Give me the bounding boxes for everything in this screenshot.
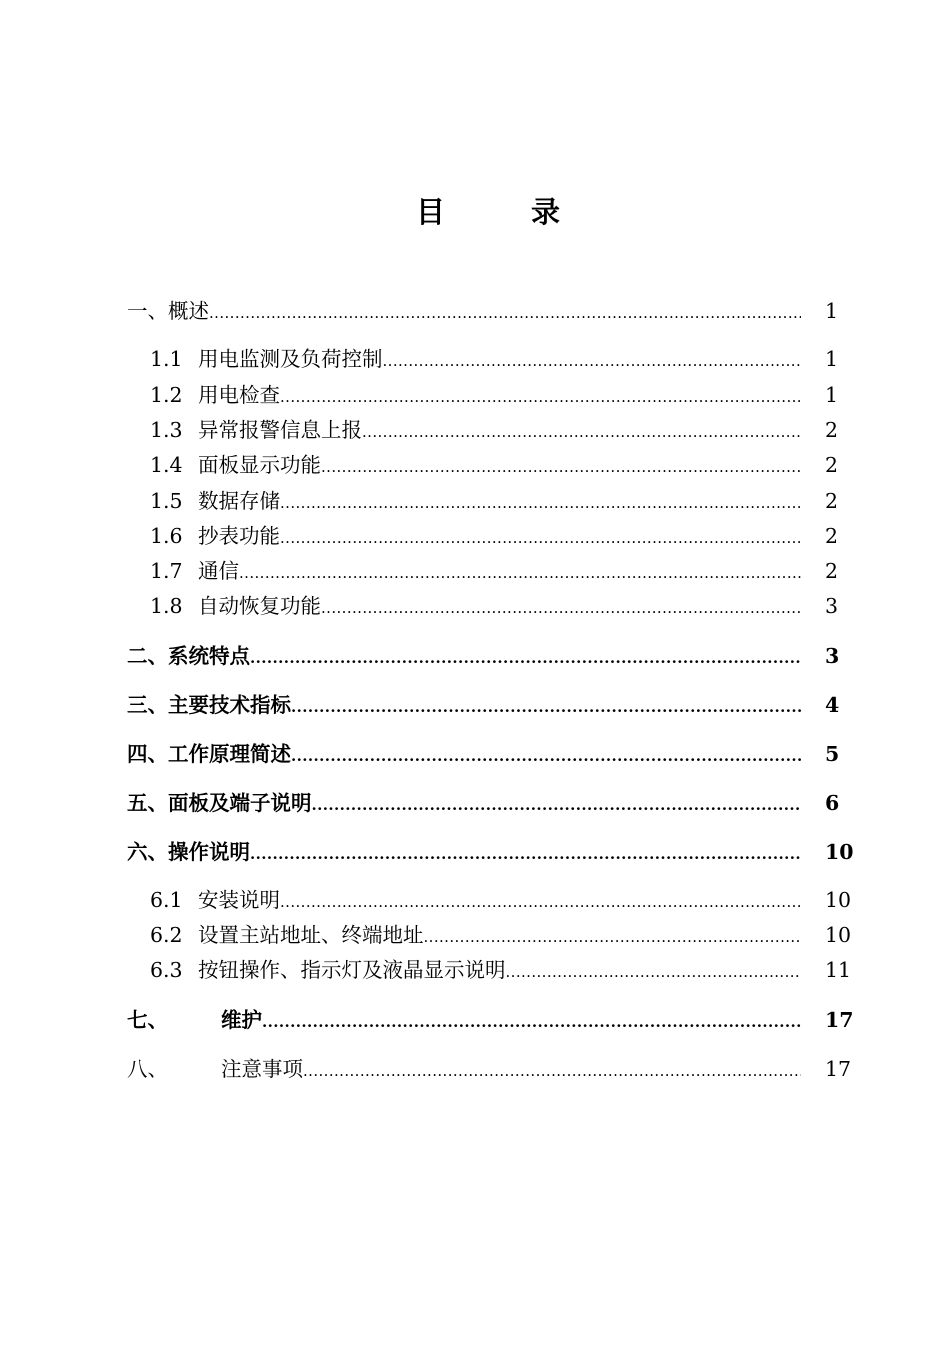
toc-title-char-1: 目 — [415, 195, 445, 229]
toc-entry-prefix: 五、 — [127, 791, 168, 815]
toc-entry-2[interactable] — [127, 641, 865, 671]
toc-leader-dots — [321, 593, 801, 623]
toc-entry-6-1[interactable] — [150, 885, 865, 915]
toc-entry-page: 6 — [825, 791, 840, 815]
toc-entry-number: 1.3 — [150, 418, 183, 442]
toc-entry-number: 1.1 — [150, 347, 183, 371]
toc-entry-page: 1 — [825, 347, 839, 371]
toc-entry-number: 1.2 — [150, 383, 183, 407]
toc-leader-dots — [280, 488, 801, 518]
toc-entry-1-7[interactable] — [150, 556, 865, 586]
toc-leader-dots — [291, 692, 801, 722]
toc-entry-page: 2 — [825, 559, 839, 583]
toc-leader-dots — [383, 346, 802, 376]
toc-leader-dots — [362, 417, 801, 447]
toc-entry-page: 3 — [825, 644, 840, 668]
toc-entry-label: 面板及端子说明 — [168, 791, 312, 815]
toc-entry-number: 1.4 — [150, 453, 183, 477]
toc-entry-label: 面板显示功能 — [198, 453, 321, 477]
toc-entry-page: 3 — [825, 594, 839, 618]
toc-leader-dots — [262, 1007, 801, 1037]
toc-leader-dots — [209, 298, 801, 328]
toc-entry-7[interactable] — [127, 1005, 865, 1035]
toc-entry-1-6[interactable] — [150, 521, 865, 551]
toc-entry-page: 4 — [825, 693, 840, 717]
toc-leader-dots — [424, 922, 802, 952]
toc-entry-page: 5 — [825, 742, 840, 766]
toc-title-char-2: 录 — [531, 195, 561, 229]
toc-entry-prefix: 一、 — [127, 299, 168, 323]
toc-leader-dots — [303, 1056, 801, 1086]
toc-entry-page: 2 — [825, 418, 839, 442]
toc-leader-dots — [321, 452, 801, 482]
toc-entry-label: 抄表功能 — [198, 524, 280, 548]
toc-entry-label: 系统特点 — [168, 644, 250, 668]
toc-entry-5[interactable] — [127, 788, 865, 818]
toc-leader-dots — [506, 957, 802, 987]
toc-entry-label: 安装说明 — [198, 888, 280, 912]
toc-entry-label: 异常报警信息上报 — [198, 418, 362, 442]
toc-title — [0, 190, 950, 231]
toc-entry-prefix: 三、 — [127, 693, 168, 717]
toc-entry-page: 17 — [825, 1008, 854, 1032]
toc-entry-label: 注意事项 — [221, 1057, 303, 1081]
toc-entry-page: 11 — [825, 958, 852, 982]
toc-leader-dots — [280, 523, 801, 553]
toc-entry-prefix: 二、 — [127, 644, 168, 668]
toc-entry-number: 1.7 — [150, 559, 183, 583]
toc-entry-6[interactable] — [127, 837, 865, 867]
toc-entry-label: 数据存储 — [198, 489, 280, 513]
toc-entry-page: 10 — [825, 888, 852, 912]
toc-entry-1-5[interactable] — [150, 486, 865, 516]
toc-entry-number: 6.3 — [150, 958, 183, 982]
toc-entry-3[interactable] — [127, 690, 865, 720]
toc-leader-dots — [280, 887, 801, 917]
toc-entry-label: 主要技术指标 — [168, 693, 291, 717]
toc-leader-dots — [280, 382, 801, 412]
toc-entry-page: 17 — [825, 1057, 852, 1081]
toc-entry-prefix: 六、 — [127, 840, 168, 864]
toc-entry-label: 维护 — [221, 1008, 262, 1032]
toc-entry-1-3[interactable] — [150, 415, 865, 445]
toc-leader-dots — [250, 643, 801, 673]
toc-entry-label: 工作原理简述 — [168, 742, 291, 766]
toc-entry-1-4[interactable] — [150, 450, 865, 480]
toc-entry-6-2[interactable] — [150, 920, 865, 950]
toc-entry-page: 1 — [825, 299, 839, 323]
toc-entry-1-2[interactable] — [150, 380, 865, 410]
toc-entry-page: 1 — [825, 383, 839, 407]
toc-entry-label: 概述 — [168, 299, 209, 323]
toc-leader-dots — [239, 558, 801, 588]
toc-entry-label: 通信 — [198, 559, 239, 583]
toc-leader-dots — [312, 790, 802, 820]
toc-entry-8[interactable] — [127, 1054, 865, 1084]
toc-entry-number: 6.2 — [150, 923, 183, 947]
toc-entry-label: 用电监测及负荷控制 — [198, 347, 383, 371]
toc-entry-page: 10 — [825, 923, 852, 947]
toc-entry-number: 1.5 — [150, 489, 183, 513]
toc-entry-page: 2 — [825, 524, 839, 548]
toc-entry-page: 10 — [825, 840, 854, 864]
toc-leader-dots — [250, 839, 801, 869]
toc-entry-label: 自动恢复功能 — [198, 594, 321, 618]
toc-entry-label: 操作说明 — [168, 840, 250, 864]
toc-entry-label: 按钮操作、指示灯及液晶显示说明 — [198, 958, 506, 982]
toc-leader-dots — [291, 741, 801, 771]
toc-entry-prefix: 四、 — [127, 742, 168, 766]
toc-entry-1-8[interactable] — [150, 591, 865, 621]
toc-entry-prefix: 八、 — [127, 1057, 168, 1081]
toc-entry-1-1[interactable] — [150, 344, 865, 374]
toc-entry-4[interactable] — [127, 739, 865, 769]
toc-entry-label: 用电检查 — [198, 383, 280, 407]
toc-entry-1[interactable] — [127, 296, 865, 326]
toc-entry-6-3[interactable] — [150, 955, 865, 985]
toc-entry-number: 1.8 — [150, 594, 183, 618]
toc-entry-number: 6.1 — [150, 888, 183, 912]
toc-entry-prefix: 七、 — [127, 1008, 168, 1032]
toc-entry-page: 2 — [825, 489, 839, 513]
toc-entry-label: 设置主站地址、终端地址 — [198, 923, 424, 947]
toc-entry-number: 1.6 — [150, 524, 183, 548]
toc-entry-page: 2 — [825, 453, 839, 477]
